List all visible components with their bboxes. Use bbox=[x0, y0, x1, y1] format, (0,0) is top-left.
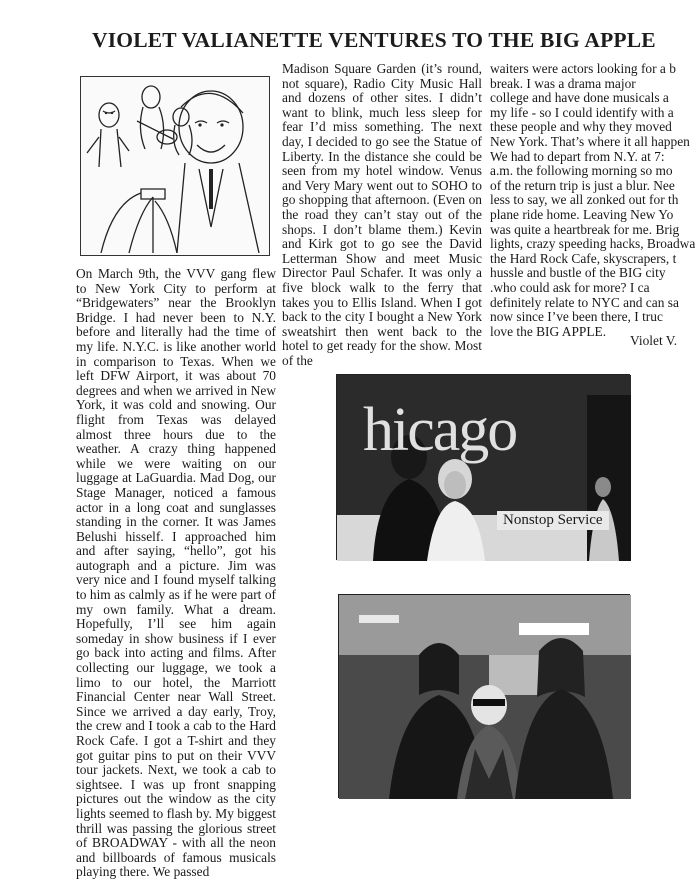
column-3-line: a.m. the following morning so mo bbox=[490, 163, 673, 179]
chicago-sign-text: hicago bbox=[363, 396, 517, 464]
column-1-text: On March 9th, the VVV gang flew to New York City to perform at “Bridgewaters” near the Brooklyn Bridge. I had never been to N.Y. before and literally had the time of my life. N.Y.C. is like another world in comparison to Texas. When we left DFW Airport, it was about 70 degrees and when we arrived in New York, it was cold and snowing. Our flight from Texas was delayed almost three hours due to the weather. A crazy thing happened while we were waiting on our luggage at LaGuardia. Mad Dog, our Stage Manager, noticed a famous actor in a long coat and sunglasses standing in the corner. It was James Belushi hisself. I approached him and after saying, “hello”, got his autograph and a picture. Jim was very nice and I found myself talking to him as calmly as if he were part of my own family. What a dream. Hopefully, I’ll see him again someday in show business if I ever go back into acting and films. After collecting our luggage, we took a limo to our hotel, the Marriott Financial Center near Wall Street. Since we arrived a day early, Troy, the crew and I took a cab to the Hard Rock Cafe. I got a T-shirt and they got guitar pins to put on their VVV tour jackets. Next, we took a cab to sightsee. I was up front snapping pictures out the window as the city lights seemed to flash by. My biggest thrill was passing the glorious street of BROADWAY - with all the neon and billboards of famous musicals playing there. We passed bbox=[76, 266, 276, 880]
column-3-line: less to say, we all zonked out for th bbox=[490, 192, 679, 208]
column-3-line: definitely relate to NYC and can sa bbox=[490, 294, 679, 310]
column-3-line: lights, crazy speeding hacks, Broadwa bbox=[490, 236, 695, 252]
column-3-line: the Hard Rock Cafe, skyscrapers, t bbox=[490, 250, 677, 266]
article-column-3 bbox=[490, 61, 695, 339]
column-3-line: plane ride home. Leaving New Yo bbox=[490, 206, 674, 222]
photo-three-men bbox=[338, 594, 630, 798]
column-3-line: We had to depart from N.Y. at 7: bbox=[490, 148, 665, 164]
article-column-1 bbox=[76, 267, 276, 880]
column-3-line: break. I was a drama major bbox=[490, 75, 636, 91]
column-2-text: Madison Square Garden (it’s round, not square), Radio City Music Hall and dozens of other sites. I didn’t want to blink, much less sleep for fear I’d miss something. The next day, I decided to go see the Statue of Liberty. In the distance she could be seen from my hotel window. Venus and Very Mary went out to SOHO to go shopping that afternoon. (Even on the road they can’t stay out of the shops. I don’t blame them.) Kevin and Kirk got to go see the David Letterman Show and meet Music Director Paul Schafer. It was only a five block walk to the ferry that takes you to Ellis Island. When I got back to the city I bought a New York sweatshirt then went back to the hotel to get ready for the show. Most of the bbox=[282, 61, 482, 368]
column-3-line: New York. That’s where it all happen bbox=[490, 133, 690, 149]
column-3-line: these people and why they moved bbox=[490, 119, 672, 135]
photo-group-scene bbox=[339, 595, 631, 799]
article-title: VIOLET VALIANETTE VENTURES TO THE BIG APPLE bbox=[92, 28, 656, 52]
column-3-line: waiters were actors looking for a b bbox=[490, 61, 676, 76]
article-signature: Violet V. bbox=[630, 333, 678, 348]
column-3-line: now since I’ve been there, I truc bbox=[490, 309, 663, 325]
photo-chicago-sign bbox=[336, 374, 630, 560]
column-3-line: was quite a heartbreak for me. Brig bbox=[490, 221, 680, 237]
column-3-line: of the return trip is just a blur. Nee bbox=[490, 177, 675, 193]
nonstop-service-text: Nonstop Service bbox=[497, 511, 609, 530]
column-3-line: college and have done musicals a bbox=[490, 90, 669, 106]
column-3-line: love the BIG APPLE. bbox=[490, 323, 607, 339]
article-column-2 bbox=[282, 62, 482, 368]
column-3-line: hussle and bustle of the BIG city bbox=[490, 265, 666, 281]
cartoon-drawing bbox=[81, 77, 268, 254]
column-3-line: my life - so I could identify with a bbox=[490, 104, 674, 120]
cartoon-illustration bbox=[80, 76, 270, 256]
column-3-line: .who could ask for more? I ca bbox=[490, 279, 650, 295]
